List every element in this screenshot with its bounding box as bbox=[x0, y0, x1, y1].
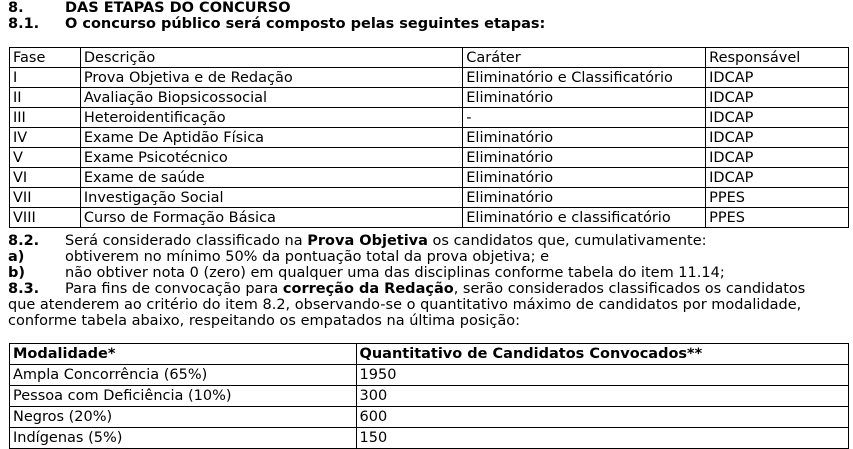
item-label: b) bbox=[8, 265, 26, 281]
table-row bbox=[10, 428, 849, 449]
table-cell: 150 bbox=[356, 428, 848, 449]
table-cell: IDCAP bbox=[706, 88, 849, 108]
clause-text: os candidatos que, cumulativamente: bbox=[427, 233, 707, 249]
table-cell: IDCAP bbox=[706, 168, 849, 188]
table-row bbox=[10, 168, 849, 188]
table-cell: Eliminatório bbox=[463, 128, 706, 148]
table-cell: IDCAP bbox=[706, 148, 849, 168]
table-cell: IDCAP bbox=[706, 68, 849, 88]
table-cell: II bbox=[10, 88, 81, 108]
table-cell: Investigação Social bbox=[80, 188, 462, 208]
clause-8-3 bbox=[8, 281, 805, 298]
table-row bbox=[10, 88, 849, 108]
table-cell: IV bbox=[10, 128, 81, 148]
table-row bbox=[10, 68, 849, 88]
table-row bbox=[10, 128, 849, 148]
clause-8-2 bbox=[8, 233, 707, 250]
item-label: a) bbox=[8, 249, 25, 265]
clause-8-3-line2: que atenderem ao critério do item 8.2, observando-se o quantitativo máximo de candidatos por modalidade, bbox=[8, 297, 802, 313]
table-cell: VI bbox=[10, 168, 81, 188]
table-row bbox=[10, 386, 849, 407]
table-cell: Eliminatório bbox=[463, 148, 706, 168]
table-cell: Heteroidentificação bbox=[80, 108, 462, 128]
item-text: obtiverem no mínimo 50% da pontuação total da prova objetiva; e bbox=[65, 249, 550, 265]
section-number: 8. bbox=[8, 0, 24, 16]
clause-text: Será considerado classificado na bbox=[65, 233, 308, 249]
table-cell: Indígenas (5%) bbox=[10, 428, 357, 449]
clause-bold: correção da Redação bbox=[282, 281, 454, 297]
table-cell: Exame De Aptidão Física bbox=[80, 128, 462, 148]
item-b bbox=[8, 265, 725, 282]
table-row bbox=[10, 365, 849, 386]
table-cell: Prova Objetiva e de Redação bbox=[80, 68, 462, 88]
table-cell: Ampla Concorrência (65%) bbox=[10, 365, 357, 386]
table-cell: Eliminatório bbox=[463, 188, 706, 208]
header-cell: Caráter bbox=[463, 48, 706, 68]
clause-text: , serão considerados classificados os candidatos bbox=[453, 281, 806, 297]
item-text: não obtiver nota 0 (zero) em qualquer uma das disciplinas conforme tabela do item 11.14; bbox=[65, 265, 725, 281]
table-row bbox=[10, 208, 849, 228]
table-cell: VII bbox=[10, 188, 81, 208]
header-cell: Modalidade* bbox=[10, 344, 357, 365]
table-row bbox=[10, 188, 849, 208]
table-row bbox=[10, 108, 849, 128]
section-title: O concurso público será composto pelas seguintes etapas: bbox=[65, 16, 546, 32]
header-cell: Responsável bbox=[706, 48, 849, 68]
table-cell: Eliminatório e Classificatório bbox=[463, 68, 706, 88]
table-cell: Exame de saúde bbox=[80, 168, 462, 188]
section-heading-8-1 bbox=[8, 16, 545, 33]
section-heading-8 bbox=[8, 0, 291, 17]
table-header-row bbox=[10, 344, 849, 365]
table-cell: Eliminatório bbox=[463, 88, 706, 108]
table-cell: PPES bbox=[706, 188, 849, 208]
table-cell: 300 bbox=[356, 386, 848, 407]
table-cell: Pessoa com Deficiência (10%) bbox=[10, 386, 357, 407]
table-cell: IDCAP bbox=[706, 108, 849, 128]
header-cell: Descrição bbox=[80, 48, 462, 68]
table-cell: Exame Psicotécnico bbox=[80, 148, 462, 168]
table-cell: 1950 bbox=[356, 365, 848, 386]
table-cell: I bbox=[10, 68, 81, 88]
header-cell: Fase bbox=[10, 48, 81, 68]
table-cell: Eliminatório bbox=[463, 168, 706, 188]
stages-table bbox=[9, 47, 849, 228]
clause-bold: Prova Objetiva bbox=[307, 233, 428, 249]
table-cell: Negros (20%) bbox=[10, 407, 357, 428]
item-a bbox=[8, 249, 549, 266]
table-header-row bbox=[10, 48, 849, 68]
table-cell: - bbox=[463, 108, 706, 128]
section-number: 8.1. bbox=[8, 16, 40, 32]
table-cell: Curso de Formação Básica bbox=[80, 208, 462, 228]
table-cell: PPES bbox=[706, 208, 849, 228]
quota-table bbox=[9, 343, 849, 449]
clause-number: 8.2. bbox=[8, 233, 40, 249]
table-cell: Eliminatório e classificatório bbox=[463, 208, 706, 228]
clause-8-3-line3: conforme tabela abaixo, respeitando os empatados na última posição: bbox=[8, 313, 521, 329]
table-cell: VIII bbox=[10, 208, 81, 228]
table-cell: IDCAP bbox=[706, 128, 849, 148]
table-cell: III bbox=[10, 108, 81, 128]
clause-text: Para fins de convocação para bbox=[65, 281, 283, 297]
table-row bbox=[10, 148, 849, 168]
table-cell: Avaliação Biopsicossocial bbox=[80, 88, 462, 108]
header-cell: Quantitativo de Candidatos Convocados** bbox=[356, 344, 848, 365]
clause-number: 8.3. bbox=[8, 281, 40, 297]
table-row bbox=[10, 407, 849, 428]
table-cell: 600 bbox=[356, 407, 848, 428]
section-title: DAS ETAPAS DO CONCURSO bbox=[65, 0, 291, 16]
table-cell: V bbox=[10, 148, 81, 168]
